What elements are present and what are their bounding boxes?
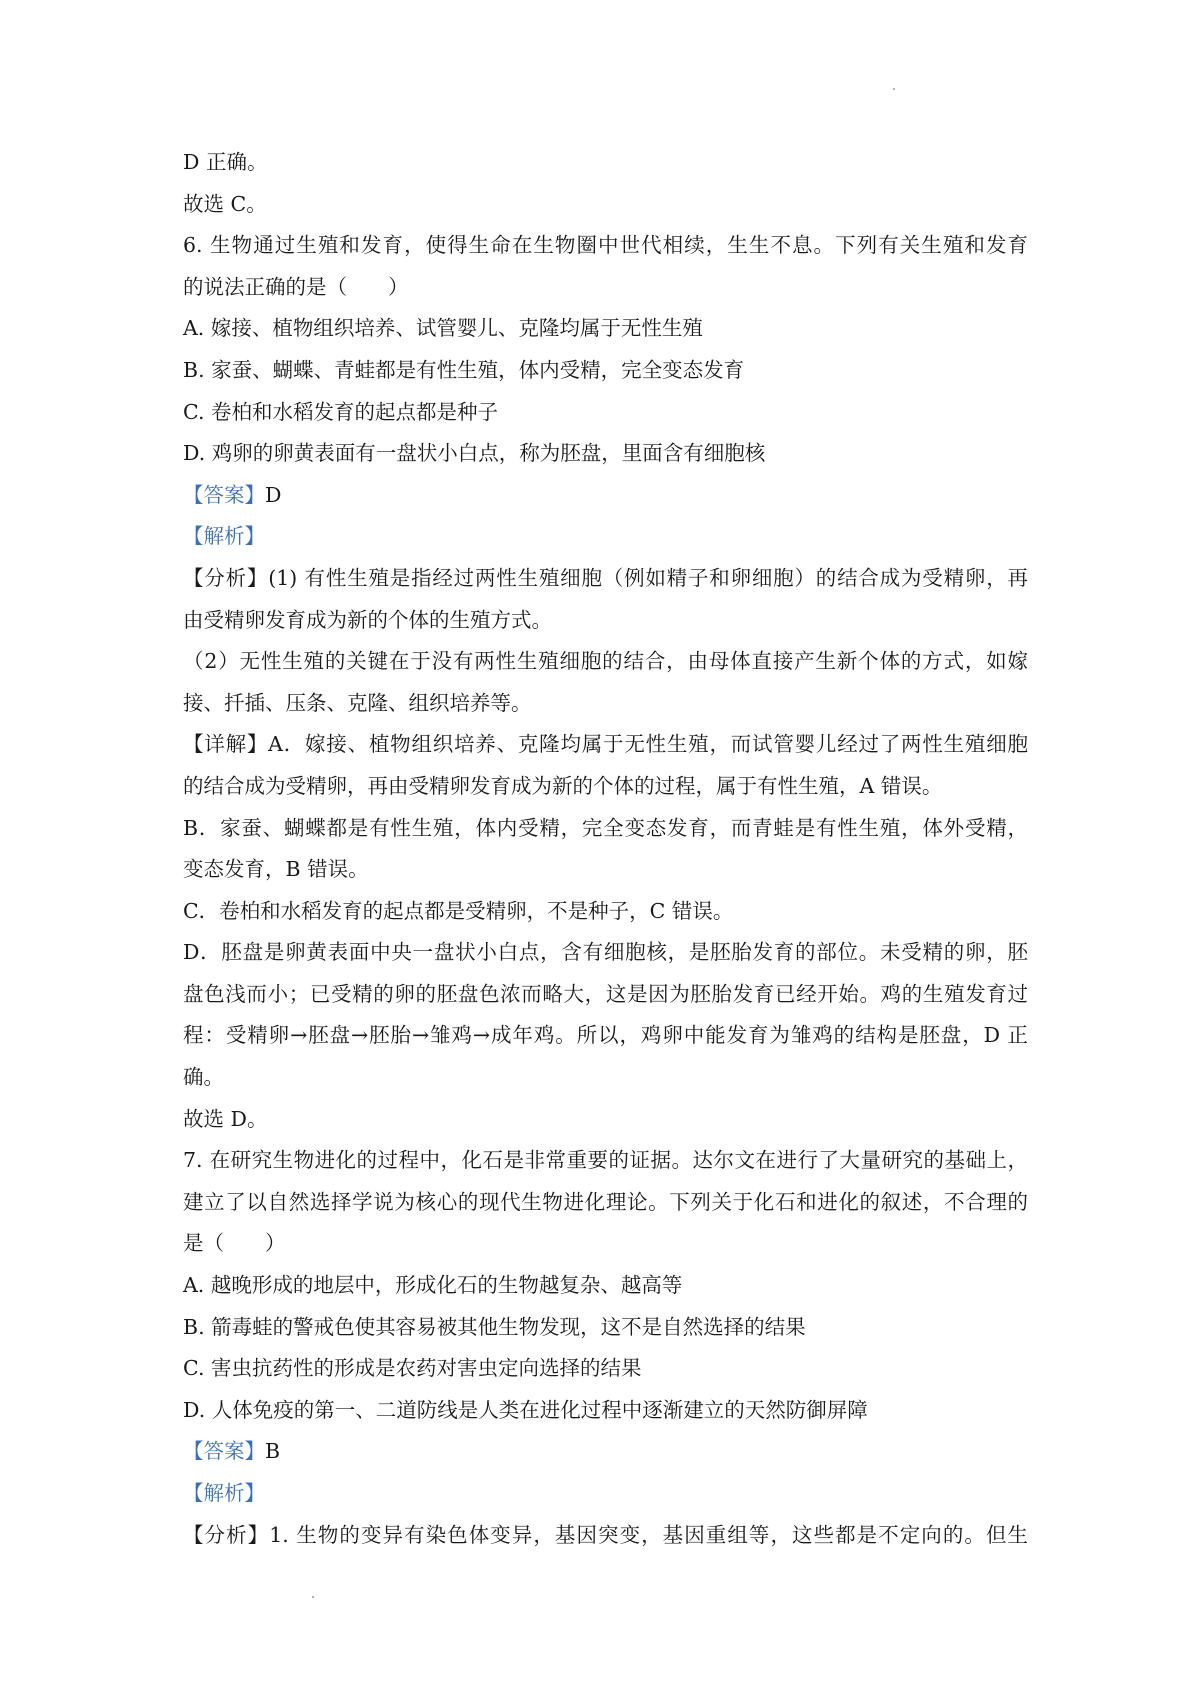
top-speck <box>893 88 895 90</box>
option-c: C. 害虫抗药性的形成是农药对害虫定向选择的结果 <box>183 1356 642 1381</box>
analysis-heading <box>183 516 1028 558</box>
text-line: 建立了以自然选择学说为核心的现代生物进化理论。下列关于化石和进化的叙述，不合理的 <box>183 1189 1028 1214</box>
question-6-stem: 6. 生物通过生殖和发育，使得生命在生物圈中世代相续，生生不息。下列有关生殖和发育 <box>183 233 1028 258</box>
text-line: 接、扦插、压条、克隆、组织培养等。 <box>183 690 532 715</box>
text-line: 故选 D。 <box>183 1106 268 1131</box>
text-line: 的结合成为受精卵，再由受精卵发育成为新的个体的过程，属于有性生殖，A 错误。 <box>183 773 943 798</box>
answer-line <box>183 475 1028 517</box>
text-line: 【详解】A．嫁接、植物组织培养、克隆均属于无性生殖，而试管婴儿经过了两性生殖细胞 <box>183 732 1028 757</box>
text-line: （2）无性生殖的关键在于没有两性生殖细胞的结合，由母体直接产生新个体的方式，如嫁 <box>183 649 1028 674</box>
text-line: 程：受精卵→胚盘→胚胎→雏鸡→成年鸡。所以，鸡卵中能发育为雏鸡的结构是胚盘，D 正 <box>183 1023 1028 1048</box>
answer-tag: 【答案】 <box>183 1439 265 1464</box>
question-7-stem: 7. 在研究生物进化的过程中，化石是非常重要的证据。达尔文在进行了大量研究的基础上， <box>183 1148 1028 1173</box>
answer-value: B <box>265 1439 281 1464</box>
option-c: C. 卷柏和水稻发育的起点都是种子 <box>183 399 498 424</box>
text-line: D．胚盘是卵黄表面中央一盘状小白点，含有细胞核，是胚胎发育的部位。未受精的卵，胚 <box>183 940 1028 965</box>
bottom-speck <box>312 1596 314 1598</box>
text-line: 盘色浅而小；已受精的卵的胚盘色浓而略大，这是因为胚胎发育已经开始。鸡的生殖发育过 <box>183 981 1028 1006</box>
answer-value: D <box>265 482 282 507</box>
text-line: 【分析】(1) 有性生殖是指经过两性生殖细胞（例如精子和卵细胞）的结合成为受精卵，再 <box>183 565 1028 590</box>
option-a: A. 嫁接、植物组织培养、试管婴儿、克隆均属于无性生殖 <box>183 316 703 341</box>
text-line: C．卷柏和水稻发育的起点都是受精卵，不是种子，C 错误。 <box>183 898 734 923</box>
answer-tag: 【答案】 <box>183 482 265 507</box>
analysis-tag: 【解析】 <box>183 1481 265 1505</box>
text-line: B．家蚕、蝴蝶都是有性生殖，体内受精，完全变态发育，而青蛙是有性生殖，体外受精， <box>183 815 1028 840</box>
text-line: 的说法正确的是（ ） <box>183 274 409 299</box>
text-line: 【分析】1. 生物的变异有染色体变异，基因突变，基因重组等，这些都是不定向的。但生 <box>183 1522 1028 1547</box>
option-d: D. 人体免疫的第一、二道防线是人类在进化过程中逐渐建立的天然防御屏障 <box>183 1397 868 1422</box>
text-line: 变态发育，B 错误。 <box>183 857 369 882</box>
answer-line <box>183 1431 1028 1473</box>
option-b: B. 家蚕、蝴蝶、青蛙都是有性生殖，体内受精，完全变态发育 <box>183 357 745 382</box>
text-line: D 正确。 <box>183 150 268 174</box>
text-line: 确。 <box>183 1065 224 1090</box>
analysis-tag: 【解析】 <box>183 524 265 549</box>
option-b: B. 箭毒蛙的警戒色使其容易被其他生物发现，这不是自然选择的结果 <box>183 1314 806 1339</box>
text-line: 故选 C。 <box>183 191 267 216</box>
analysis-heading <box>183 1473 1028 1515</box>
option-d: D. 鸡卵的卵黄表面有一盘状小白点，称为胚盘，里面含有细胞核 <box>183 441 766 466</box>
document-body <box>183 142 1028 1556</box>
text-line: 是（ ） <box>183 1231 286 1256</box>
option-a: A. 越晚形成的地层中，形成化石的生物越复杂、越高等 <box>183 1273 683 1298</box>
text-line: 由受精卵发育成为新的个体的生殖方式。 <box>183 607 552 632</box>
